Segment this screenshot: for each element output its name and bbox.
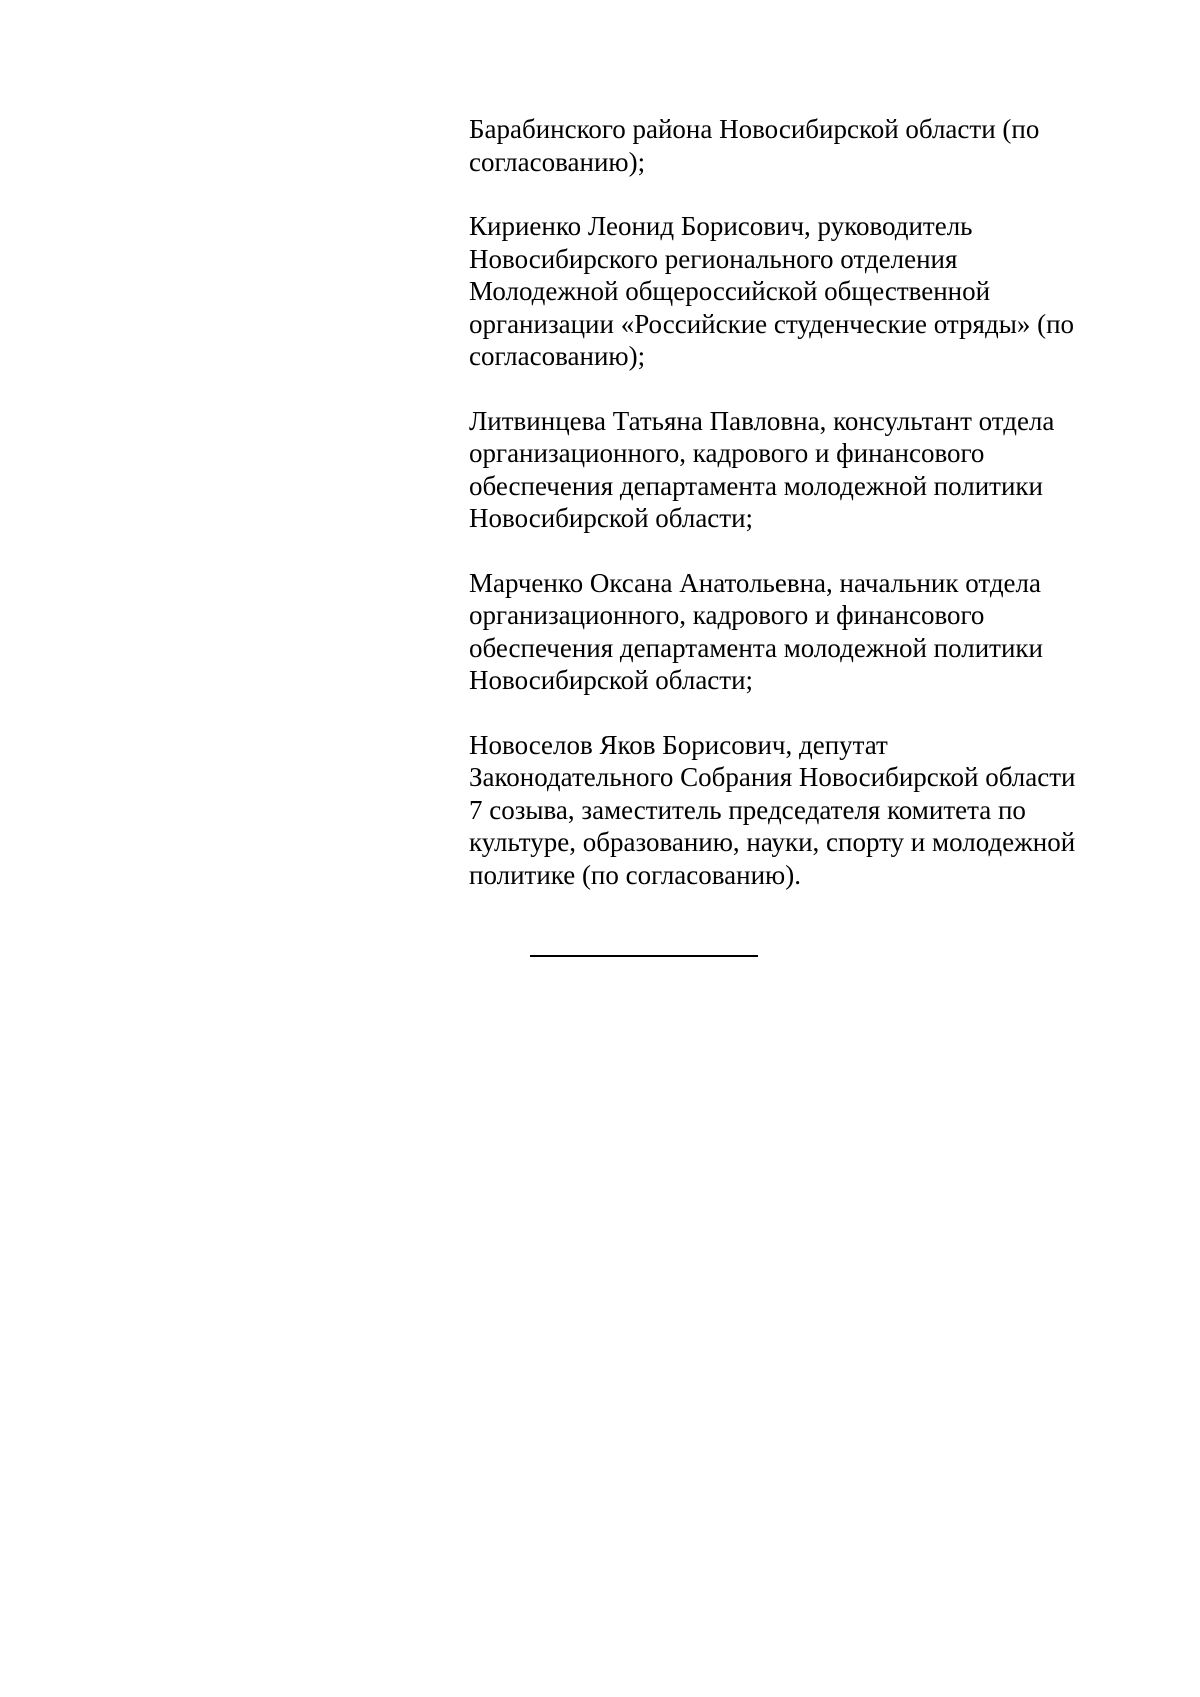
- paragraph-litvintseva: Литвинцева Татьяна Павловна, консультант отдела организационного, кадрового и финансового обеспечения департамента молодежной политики Новосибирской области;: [469, 405, 1055, 533]
- paragraph-marchenko: Марченко Оксана Анатольевна, начальник отдела организационного, кадрового и финансового обеспечения департамента молодежной политики Новосибирской области;: [469, 567, 1043, 695]
- end-separator-line: [530, 955, 758, 957]
- paragraph-kirienko: Кириенко Леонид Борисович, руководитель Новосибирского регионального отделения Молодежной общероссийской общественной организации «Российские студенческие отряды» (по согласованию);: [469, 211, 1075, 371]
- paragraph-continuation: Барабинского района Новосибирской области (по согласованию);: [469, 114, 1040, 177]
- members-list: [469, 113, 1107, 923]
- paragraph-novoselov: Новоселов Яков Борисович, депутат Законодательного Собрания Новосибирской области 7 созыва, заместитель председателя комитета по культуре, образованию, науки, спорту и молодежной политике (по согласованию).: [469, 729, 1076, 890]
